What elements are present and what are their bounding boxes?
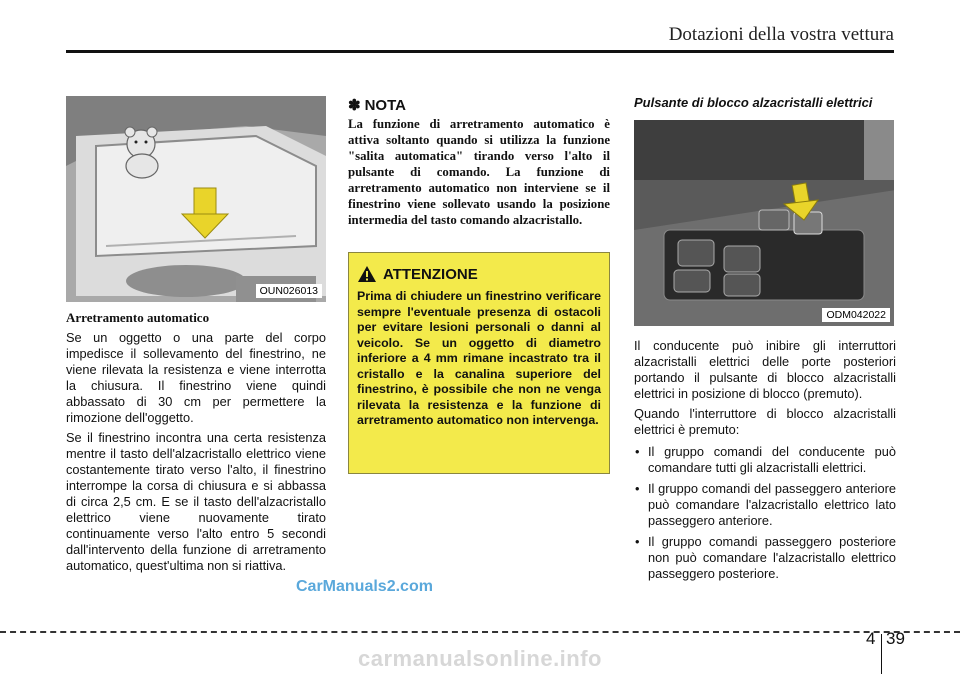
page-number: 39 (886, 629, 905, 648)
header-title: Dotazioni della vostra vettura (668, 24, 894, 45)
warning-triangle-icon (357, 265, 377, 283)
warning-box (348, 252, 610, 474)
paragraph: Quando l'interruttore di blocco alzacristalli elettrici è premuto: (634, 406, 896, 437)
column-left (66, 96, 326, 574)
list-item: • Il gruppo comandi passeggero posteriore non può comandare l'alzacristallo elettrico passeggero posteriore. (634, 534, 896, 582)
header-rule (66, 50, 894, 53)
asterisk-icon: ✽ (348, 97, 361, 114)
photo-code: ODM042022 (822, 308, 890, 322)
nota-text: La funzione di arretramento automatico è attiva soltanto quando si utilizza la funzione "salita automatica" tirando verso l'alto il pulsante di comando. La funzione di arretramento automatico non interviene se il finestrino viene sollevato usando la posizione intermedia del tasto comando alzacristallo. (348, 117, 610, 227)
paragraph: Se un oggetto o una parte del corpo impedisce il sollevamento del finestrino, ne viene rilevata la resistenza e viene interrotta la chiusura. Il finestrino viene quindi abbassato di 30 cm per permettere la rimozione dell'oggetto. (66, 330, 326, 425)
list-item: • Il gruppo comandi del passeggero anteriore può comandare l'alzacristallo elettrico lato passeggero anteriore. (634, 481, 896, 529)
footer-dashed-rule (0, 631, 960, 633)
warning-title: ATTENZIONE (383, 265, 478, 283)
window-illustration (66, 96, 326, 302)
paragraph: Se il finestrino incontra una certa resistenza mentre il tasto dell'alzacristallo elettrico viene costantemente tirato verso l'alto, il finestrino interrompe la corsa di chiusura e si abbassa di circa 2,5 cm. E se il tasto dell'alzacristallo elettrico viene nuovamente tirato continuamente verso l'alto entro 5 secondi dall'intervento della funzione di arretramento automatico, quest'ultima non si riattiva. (66, 430, 326, 573)
photo-window-lock-button (634, 120, 894, 326)
photo-code: OUN026013 (256, 284, 322, 298)
column-right (634, 96, 896, 587)
nota-heading (348, 96, 610, 114)
section-title: Pulsante di blocco alzacristalli elettrici (634, 95, 873, 110)
paragraph: Il conducente può inibire gli interruttori alzacristalli elettrici delle porte posteriori portando il pulsante di blocco alzacristalli elettrici in posizione di blocco (premuto). (634, 338, 896, 401)
photo-window-auto-reverse (66, 96, 326, 302)
watermark-link[interactable]: CarManuals2.com (296, 578, 433, 595)
nota-title: NOTA (364, 96, 406, 114)
list-item: • Il gruppo comandi del conducente può comandare tutti gli alzacristalli elettrici. (634, 444, 896, 476)
switch-panel-illustration (634, 120, 894, 326)
site-watermark: carmanualsonline.info (358, 646, 602, 671)
warning-heading (357, 265, 601, 283)
section-number: 4 (866, 629, 876, 648)
column-middle (348, 96, 610, 228)
warning-text: Prima di chiudere un finestrino verificare sempre l'eventuale presenza di ostacoli per evitare lesioni personali o danni al veicolo. Se un oggetto di diametro inferiore a 4 mm rimane incastrato tra il cristallo e la canalina superiore del finestrino, è possibile che non ne venga rilevata la resistenza e la funzione di arretramento automatico non intervenga. (357, 289, 601, 427)
bullet-list (634, 444, 896, 582)
figure-title: Arretramento automatico (66, 310, 210, 325)
